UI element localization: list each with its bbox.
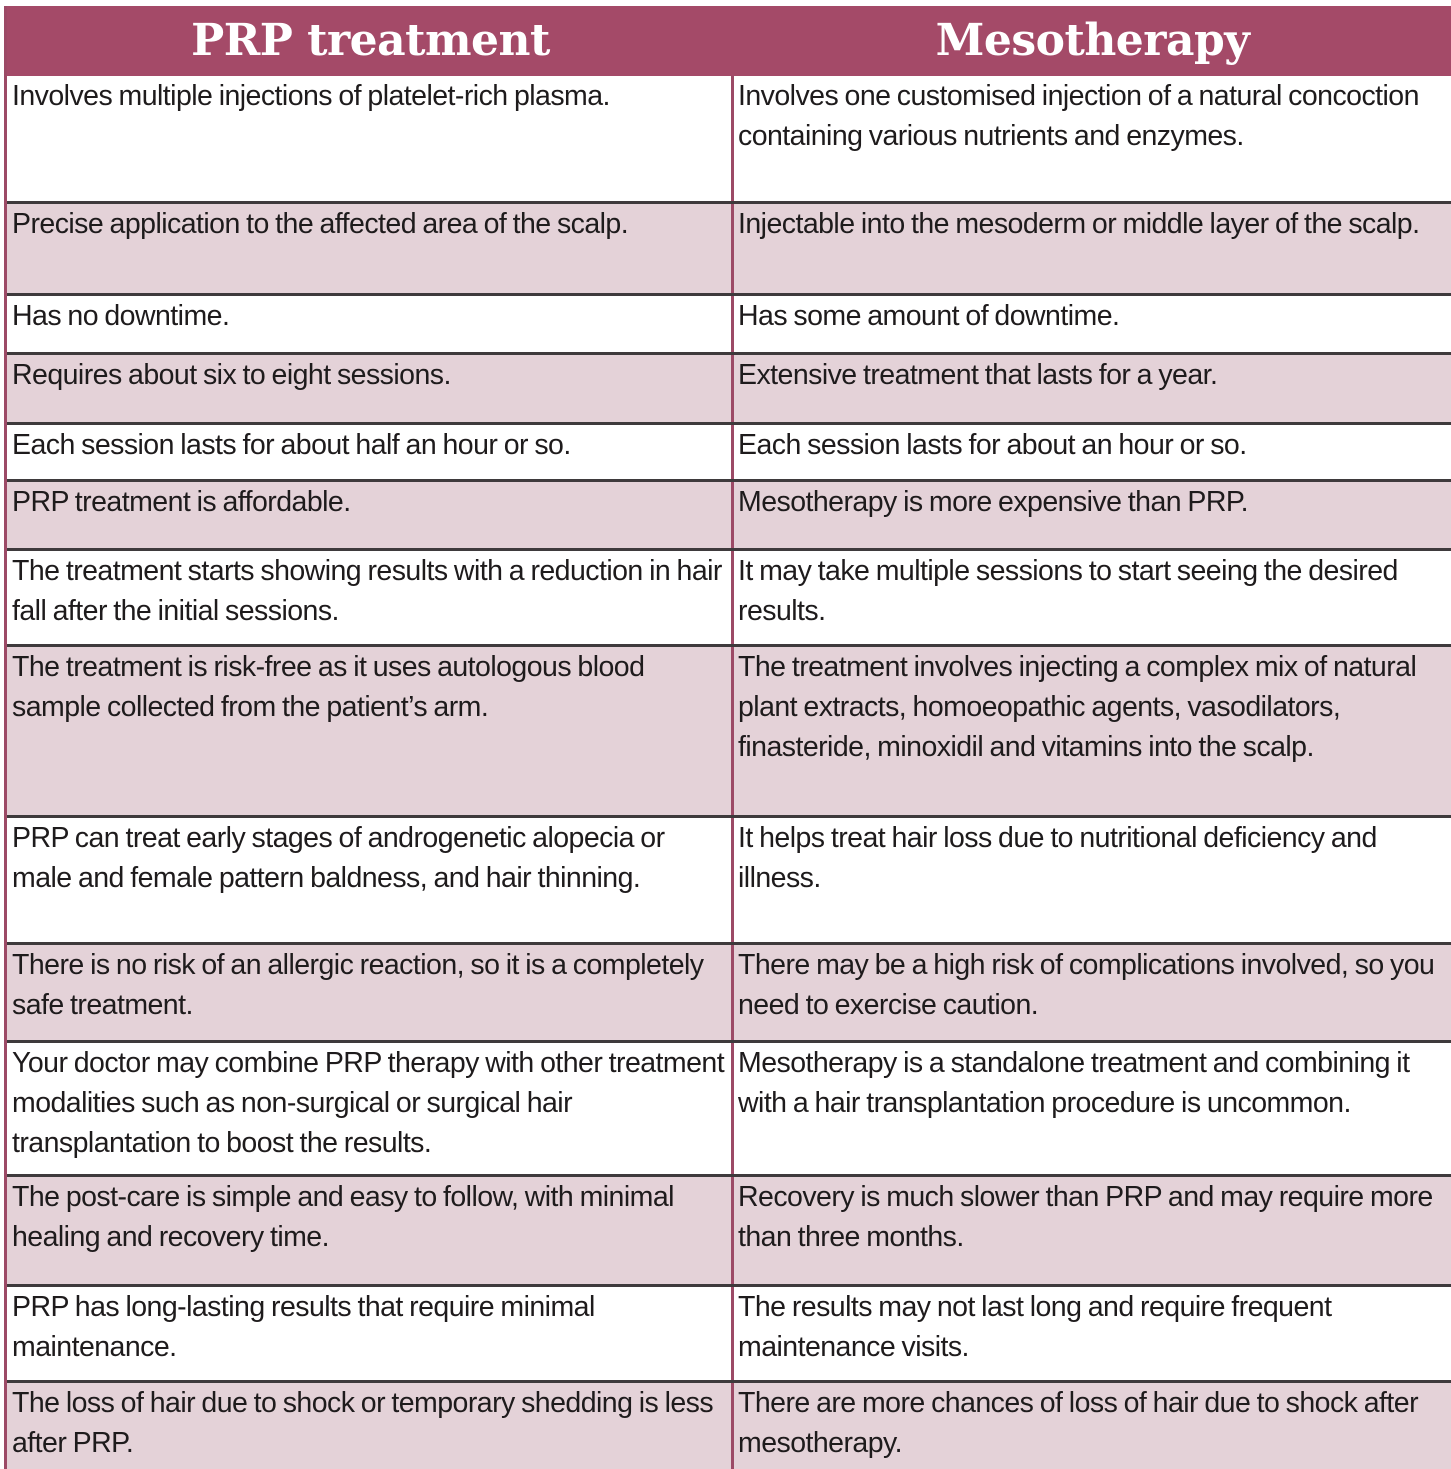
table-row	[7, 204, 1451, 296]
table-row	[7, 647, 1451, 818]
prp-cell: Your doctor may combine PRP therapy with other treatment modalities such as non-surgical or surgical hair transplantation to boost the results.	[7, 1043, 734, 1174]
prp-cell: Involves multiple injections of platelet-rich plasma.	[7, 76, 734, 201]
prp-cell: Has no downtime.	[7, 296, 734, 352]
table-row	[7, 945, 1451, 1043]
table-row	[7, 1177, 1451, 1287]
mesotherapy-cell: There may be a high risk of complications involved, so you need to exercise caution.	[738, 949, 1435, 1021]
table-row	[7, 551, 1451, 647]
prp-cell: The treatment starts showing results with a reduction in hair fall after the initial sessions.	[7, 551, 734, 644]
mesotherapy-cell: There are more chances of loss of hair due to shock after mesotherapy.	[738, 1387, 1419, 1459]
mesotherapy-cell: Mesotherapy is more expensive than PRP.	[738, 486, 1249, 518]
prp-cell: The post-care is simple and easy to follow, with minimal healing and recovery time.	[7, 1177, 734, 1284]
mesotherapy-cell: Mesotherapy is a standalone treatment and combining it with a hair transplantation procedure is uncommon.	[738, 1047, 1410, 1119]
prp-cell: PRP has long-lasting results that require minimal maintenance.	[7, 1287, 734, 1380]
mesotherapy-cell: Each session lasts for about an hour or so.	[738, 429, 1247, 461]
table-row	[7, 1383, 1451, 1469]
table-row	[7, 1043, 1451, 1177]
prp-cell: The treatment is risk-free as it uses autologous blood sample collected from the patient’s arm.	[7, 647, 734, 815]
table-header	[7, 6, 1451, 76]
mesotherapy-cell: It may take multiple sessions to start seeing the desired results.	[738, 555, 1398, 627]
table-row	[7, 1287, 1451, 1383]
comparison-table	[4, 6, 1451, 1469]
mesotherapy-cell: Injectable into the mesoderm or middle layer of the scalp.	[738, 208, 1420, 240]
table-row	[7, 355, 1451, 425]
table-row	[7, 425, 1451, 482]
mesotherapy-column-header: Mesotherapy	[935, 15, 1250, 66]
prp-cell: There is no risk of an allergic reaction, so it is a completely safe treatment.	[7, 945, 734, 1040]
mesotherapy-cell: Extensive treatment that lasts for a year.	[738, 359, 1218, 391]
table-row	[7, 296, 1451, 355]
mesotherapy-cell: The results may not last long and require frequent maintenance visits.	[738, 1291, 1332, 1363]
prp-cell: The loss of hair due to shock or temporary shedding is less after PRP.	[7, 1383, 734, 1469]
table-row	[7, 76, 1451, 204]
prp-column-header: PRP treatment	[191, 15, 550, 66]
table-row	[7, 482, 1451, 551]
prp-cell: Requires about six to eight sessions.	[7, 355, 734, 422]
prp-cell: Precise application to the affected area of the scalp.	[7, 204, 734, 293]
mesotherapy-cell: Has some amount of downtime.	[738, 300, 1120, 332]
mesotherapy-cell: It helps treat hair loss due to nutritional deficiency and illness.	[738, 822, 1377, 894]
table-row	[7, 818, 1451, 945]
prp-cell: PRP can treat early stages of androgenetic alopecia or male and female pattern baldness, and hair thinning.	[7, 818, 734, 942]
prp-cell: Each session lasts for about half an hour or so.	[7, 425, 734, 479]
prp-cell: PRP treatment is affordable.	[7, 482, 734, 548]
mesotherapy-cell: Recovery is much slower than PRP and may require more than three months.	[738, 1181, 1433, 1253]
mesotherapy-cell: Involves one customised injection of a natural concoction containing various nutrients and enzymes.	[738, 80, 1419, 152]
mesotherapy-cell: The treatment involves injecting a complex mix of natural plant extracts, homoeopathic agents, vasodilators, finasteride, minoxidil and vitamins into the scalp.	[738, 651, 1417, 763]
